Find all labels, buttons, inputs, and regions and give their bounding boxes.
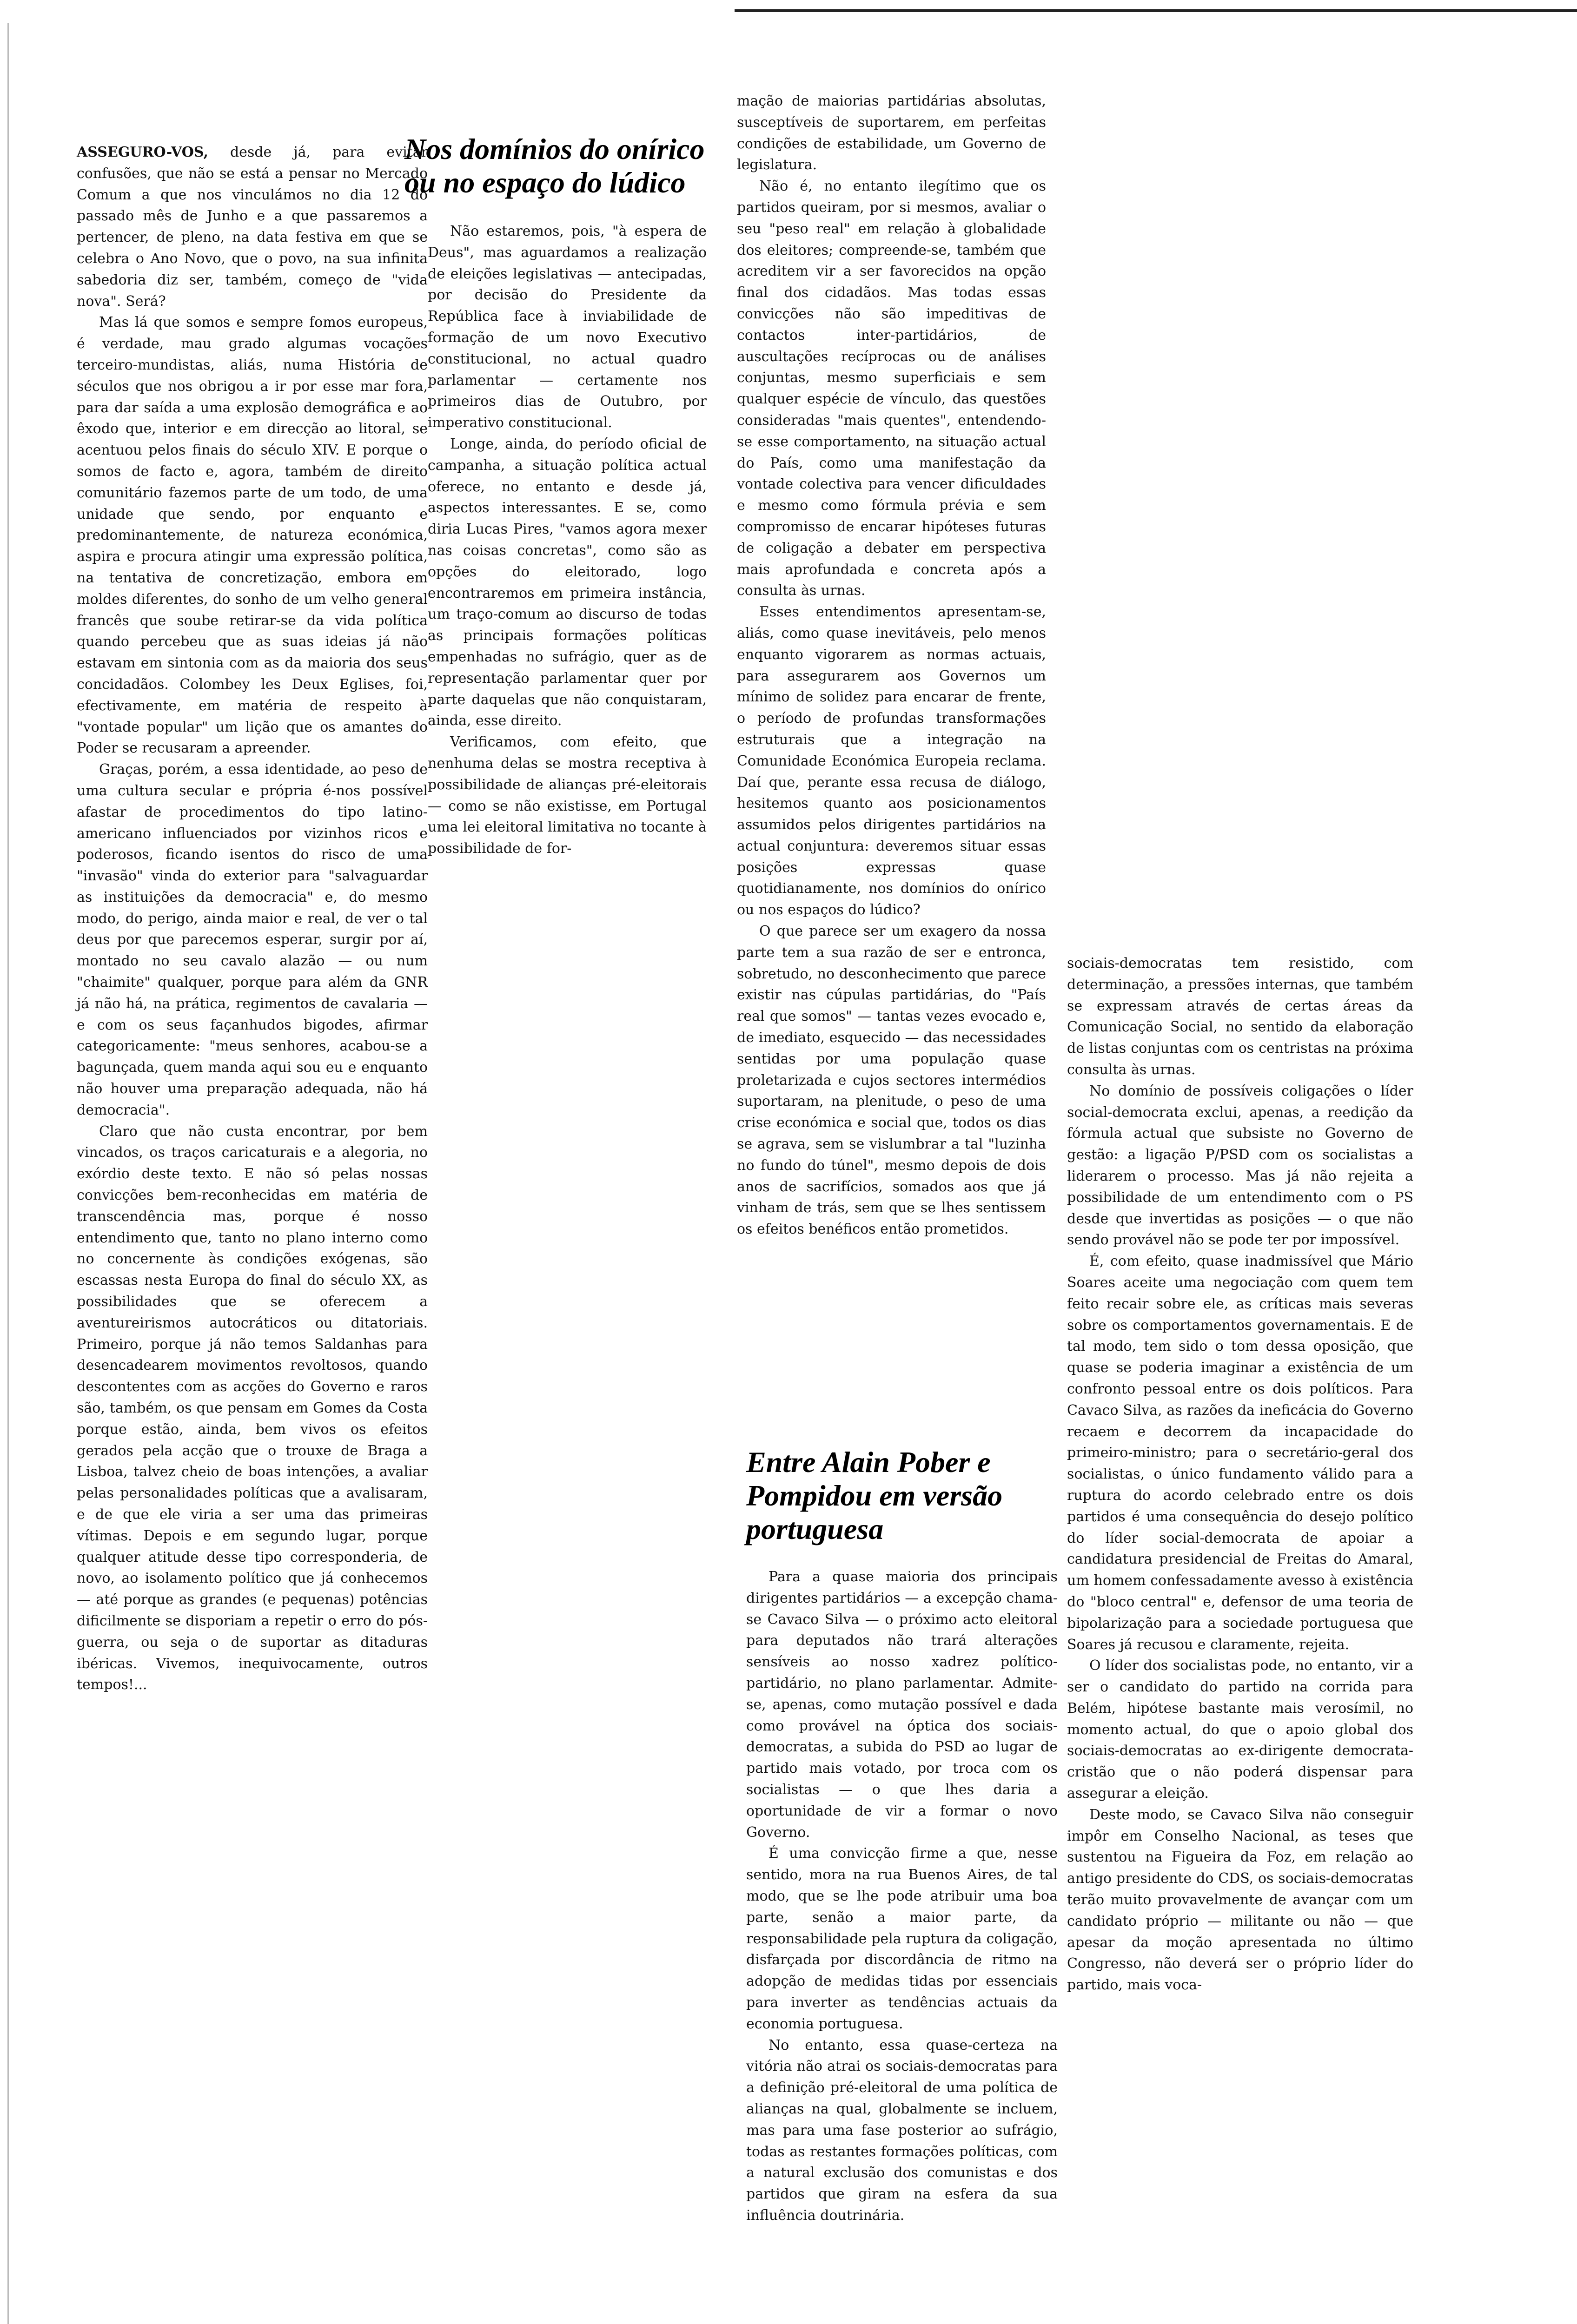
column-5-paragraph: Deste modo, se Cavaco Silva não conseguir impôr em Conselho Nacional, as teses que sustentou na Figueira da Foz, em relação ao antigo presidente do CDS, os sociais-democratas terão muito provavelmente de avançar com um candidato próprio — militante ou não — que apesar da moção apresentada no último Congresso, não deverá ser o próprio líder do partido, mais voca- — [1067, 1806, 1413, 1994]
page-edge — [7, 23, 9, 2324]
article-column-3 — [737, 91, 1046, 1240]
top-rule — [735, 9, 1577, 12]
column-2-paragraph: Não estaremos, pois, "à espera de Deus", mas aguardamos a realização de eleições legislativas — antecipadas, por decisão do Presidente da República face à inviabilidade de formação de um novo Executivo constitucional, no actual quadro parlamentar — certamente nos primeiros dias de Outubro, por imperativo constitucional. — [428, 223, 707, 431]
headline-onirico: Nos domínios do onírico ou no espaço do lúdico — [404, 132, 705, 199]
article-column-5 — [1067, 953, 1413, 1996]
column-4-paragraph: Para a quase maioria dos principais dirigentes partidários — a excepção chama-se Cavaco Silva — o próximo acto eleitoral para deputados não trará alterações sensíveis ao nosso xadrez político-partidário, no plano parlamentar. Admite-se, apenas, como mutação possível e dada como provável na óptica dos sociais-democratas, a subida do PSD ao lugar de partido mais votado, por troca com os socialistas — o que lhes daria a oportunidade de vir a formar o novo Governo. — [746, 1569, 1058, 1841]
column-1-paragraph: Graças, porém, a essa identidade, ao peso de uma cultura secular e própria é-nos possível afastar de procedimentos do tipo latino-americano influenciados por vizinhos ricos e poderosos, ficando isentos do risco de uma "invasão" vinda do exterior para "salvaguardar as instituições da democracia" e, do mesmo modo, do perigo, ainda maior e real, de ver o tal deus por que parecemos esperar, surgir por aí, montado no seu cavalo alazão — ou num "chaimite" qualquer, porque para além da GNR já não há, na prática, regimentos de cavalaria — e com os seus façanhudos bigodes, afirmar categoricamente: "meus senhores, acabou-se a bagunçada, quem manda aqui sou eu e enquanto não houver uma preparação adequada, não há democracia". — [77, 761, 428, 1118]
column-5-paragraph: É, com efeito, quase inadmissível que Mário Soares aceite uma negociação com quem tem feito recair sobre ele, as críticas mais severas sobre os comportamentos governamentais. E de tal modo, tem sido o tom dessa oposição, que quase se poderia imaginar a existência de um confronto pessoal entre os dois políticos. Para Cavaco Silva, as razões da ineficácia do Governo recaem e decorrem da incapacidade do primeiro-ministro; para o secretário-geral dos socialistas, o único fundamento válido para a ruptura do acordo celebrado entre os dois partidos é uma consequência do desejo político do líder social-democrata de apoiar a candidatura presidencial de Freitas do Amaral, um homem confessadamente avesso à existência do "bloco central" e, defensor de uma teoria de bipolarização para a sociedade portuguesa que Soares já recusou e claramente, rejeita. — [1067, 1253, 1413, 1653]
column-5-paragraph: No domínio de possíveis coligações o líder social-democrata exclui, apenas, a reedição da fórmula actual que subsiste no Governo de gestão: a ligação P/PSD com os socialistas a liderarem o processo. Mas já não rejeita a possibilidade de um entendimento com o PS desde que invertidas as posições — o que não sendo provável não se pode ter por impossível. — [1067, 1083, 1413, 1248]
article-column-4 — [746, 1566, 1058, 2226]
column-1-paragraph: Claro que não custa encontrar, por bem vincados, os traços caricaturais e a alegoria, no exórdio deste texto. E não só pelas nossas convicções bem-reconhecidas em matéria de transcendência mas, porque é nosso entendimento que, tanto no plano interno como no concernente às condições exógenas, são escassas nesta Europa do final do século XX, as possibilidades que se oferecem a aventureirismos autocráticos ou ditatoriais. Primeiro, porque já não temos Saldanhas para desencadearem movimentos revoltosos, quando descontentes com as acções do Governo e raros são, também, os que pensam em Gomes da Costa porque estão, ainda, bem vivos os efeitos gerados pela acção que o trouxe de Braga a Lisboa, talvez cheio de boas intenções, a avaliar pelas personalidades políticas que a avalisaram, e de que ele viria a ser uma das primeiras vítimas. Depois e em segundo lugar, porque qualquer atitude desse tipo corresponderia, de novo, ao isolamento político que já conhecemos — até porque as grandes (e pequenas) potências dificilmente se disporiam a repetir o erro do pós-guerra, ou seja o de suportar as ditaduras ibéricas. Vivemos, inequivocamente, outros tempos!... — [77, 1123, 428, 1693]
column-3-paragraph: O que parece ser um exagero da nossa parte tem a sua razão de ser e entronca, sobretudo, no desconhecimento que parece existir nas cúpulas partidárias, do "País real que somos" — tantas vezes evocado e, de imediato, esquecido — das necessidades sentidas por uma população quase proletarizada e cujos sectores intermédios suportaram, na plenitude, o peso de uma crise económica e social que, todos os dias se agrava, sem se vislumbrar a tal "luzinha no fundo do túnel", mesmo depois de dois anos de sacrifícios, somados aos que já vinham de trás, sem que se lhes sentissem os efeitos benéficos então prometidos. — [737, 923, 1046, 1238]
column-4-paragraph: No entanto, essa quase-certeza na vitória não atrai os sociais-democratas para a definição pré-eleitoral de uma política de alianças na qual, globalmente se incluem, mas para uma fase posterior ao sufrágio, todas as restantes formações políticas, com a natural exclusão dos comunistas e dos partidos que giram na esfera da sua influência doutrinária. — [746, 2037, 1058, 2224]
lead-in: ASSEGURO-VOS, — [77, 144, 208, 160]
article-column-2 — [428, 221, 707, 859]
lead-paragraph-text: desde já, para evitar confusões, que não se está a pensar no Mercado Comum a que nos vinculámos no dia 12 do passado mês de Junho e a que passaremos a pertencer, de pleno, na data festiva em que se celebra o Ano Novo, que o povo, na sua infinita sabedoria diz ser, também, começo de "vida nova". Será? — [77, 144, 428, 310]
column-3-paragraph: Não é, no entanto ilegítimo que os partidos queiram, por si mesmos, avaliar o seu "peso real" em relação à globalidade dos eleitores; compreende-se, também que acreditem vir a ser favorecidos na opção final dos cidadãos. Mas todas essas convicções não são impeditivas de contactos inter-partidários, de auscultações recíprocas ou de análises conjuntas, mesmo superficiais e sem qualquer espécie de vínculo, das questões consideradas "mais quentes", entendendo-se esse comportamento, na situação actual do País, como uma manifestação da vontade colectiva para vencer dificuldades e mesmo como fórmula prévia e sem compromisso de encarar hipóteses futuras de coligação a debater em perspectiva mais aprofundada e concreta após a consulta às urnas. — [737, 178, 1046, 599]
column-2-paragraph: Longe, ainda, do período oficial de campanha, a situação política actual oferece, no entanto e desde já, aspectos interessantes. E se, como diria Lucas Pires, "vamos agora mexer nas coisas concretas", como são as opções do eleitorado, logo encontraremos em primeira instância, um traço-comum ao discurso de todas as principais formações políticas empenhadas no sufrágio, quer as de representação parlamentar quer por parte daquelas que não conquistaram, ainda, esse direito. — [428, 436, 707, 729]
column-1-paragraph — [77, 142, 428, 312]
column-2-paragraph: Verificamos, com efeito, que nenhuma delas se mostra receptiva à possibilidade de alianças pré-eleitorais — como se não existisse, em Portugal uma lei eleitoral limitativa no tocante à possibilidade de for- — [428, 734, 707, 857]
column-3-paragraph: Esses entendimentos apresentam-se, aliás, como quase inevitáveis, pelo menos enquanto vigorarem as normas actuais, para assegurarem aos Governos um mínimo de solidez para encarar de frente, o período de profundas transformações estruturais que a integração na Comunidade Económica Europeia reclama. Daí que, perante essa recusa de diálogo, hesitemos quanto aos posicionamentos assumidos pelos dirigentes partidários na actual conjuntura: deveremos situar essas posições expressas quase quotidianamente, nos domínios do onírico ou nos espaços do lúdico? — [737, 604, 1046, 918]
column-5-paragraph: sociais-democratas tem resistido, com determinação, a pressões internas, que também se expressam através de certas áreas da Comunicação Social, no sentido da elaboração de listas conjuntas com os centristas na próxima consulta às urnas. — [1067, 955, 1413, 1078]
column-3-paragraph: mação de maiorias partidárias absolutas, susceptíveis de suportarem, em perfeitas condições de estabilidade, um Governo de legislatura. — [737, 93, 1046, 173]
column-5-paragraph: O líder dos socialistas pode, no entanto, vir a ser o candidato do partido na corrida para Belém, hipótese bastante mais verosímil, no momento actual, do que o apoio global dos sociais-democratas ao ex-dirigente democrata-cristão que o não poderá dispensar para assegurar a eleição. — [1067, 1657, 1413, 1802]
column-1-paragraph: Mas lá que somos e sempre fomos europeus, é verdade, mau grado algumas vocações terceiro-mundistas, aliás, numa História de séculos que nos obrigou a ir por esse mar fora, para dar saída a uma explosão demográfica e ao êxodo que, interior e em direcção ao litoral, se acentuou pelos finais do século XIV. E porque o somos de facto e, agora, também de direito comunitário fazemos parte de um todo, de uma unidade que sendo, por enquanto e predominantemente, de natureza económica, aspira e procura atingir uma expressão política, na tentativa de concretização, embora em moldes diferentes, do sonho de um velho general francês que soube retirar-se da vida política quando percebeu que as suas ideias já não estavam em sintonia com as da maioria dos seus concidadãos. Colombey les Deux Eglises, foi, efectivamente, em matéria de respeito à "vontade popular" um lição que os amantes do Poder se recusaram a apreender. — [77, 314, 428, 757]
column-4-paragraph: É uma convicção firme a que, nesse sentido, mora na rua Buenos Aires, de tal modo, que se lhe pode atribuir uma boa parte, senão a maior parte, da responsabilidade pela ruptura da coligação, disfarçada por discordância de ritmo na adopção de medidas tidas por essenciais para inverter as tendências actuais da economia portuguesa. — [746, 1845, 1058, 2032]
headline-pober-pompidou: Entre Alain Pober e Pompidou em versão portuguesa — [746, 1446, 1003, 1545]
article-column-1 — [77, 142, 428, 1696]
